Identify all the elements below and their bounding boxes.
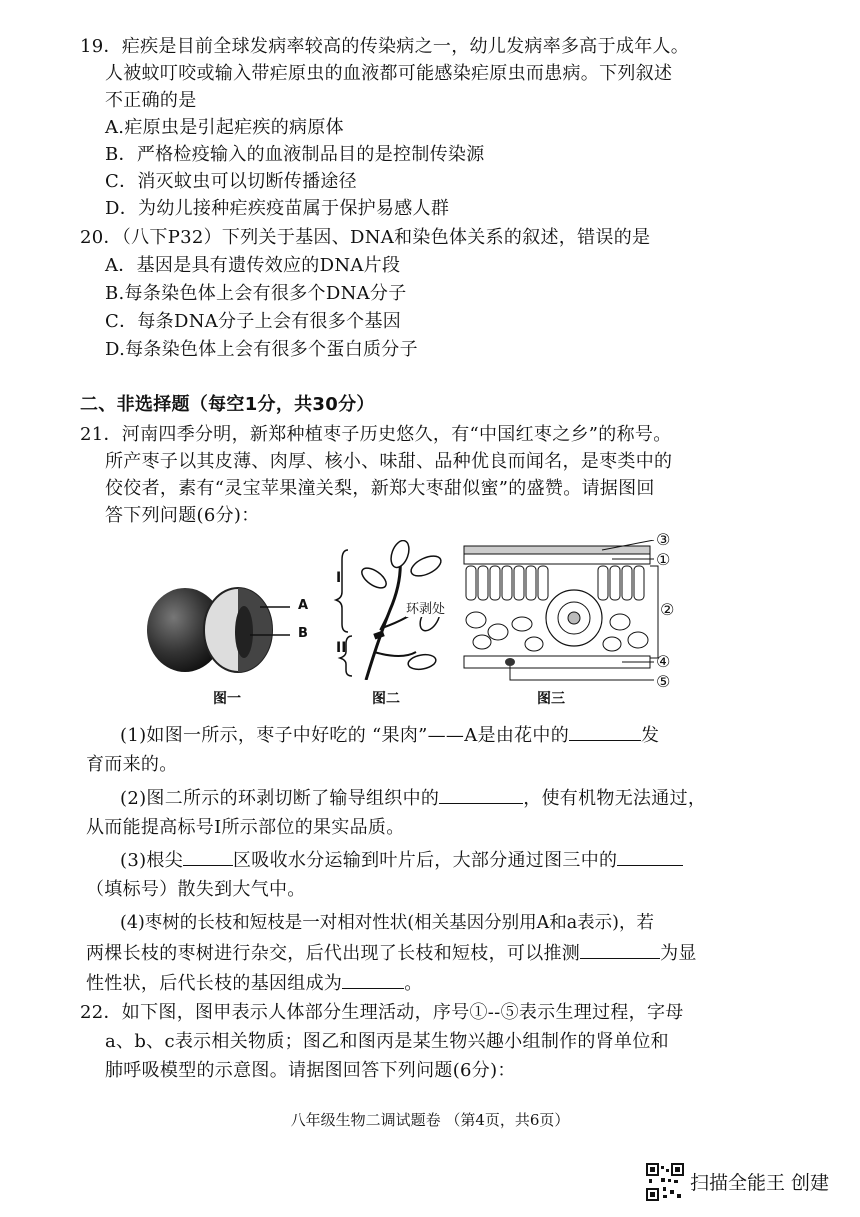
q19-option-a: A.疟原虫是引起疟疾的病原体	[105, 117, 344, 138]
fig1-label-b: B	[298, 626, 308, 641]
fig2-girdling-label: 环剥处	[406, 598, 445, 617]
stoma	[505, 658, 515, 666]
fig3-label-3: ③	[656, 530, 671, 549]
fig3-label-2: ②	[660, 600, 675, 619]
q21-sub1-text: (1)如图一所示，枣子中好吃的 “果肉”——A是由花中的	[120, 725, 570, 746]
leaf	[408, 552, 444, 580]
q21-sub3-cont: （填标号）散失到大气中。	[86, 879, 306, 900]
q21-sub4-text-end: 性性状，后代长枝的基因组成为	[86, 973, 343, 994]
q22-stem-line3: 肺呼吸模型的示意图。请据图回答下列问题(6分)：	[105, 1060, 516, 1081]
qr-code-icon	[646, 1163, 684, 1201]
q21-stem-line3: 佼佼者，素有“灵宝苹果潼关梨，新郑大枣甜似蜜”的盛赞。请据图回	[105, 478, 655, 499]
fig2-label-ii: II	[336, 640, 347, 656]
q21-sub4-text: 两棵长枝的枣树进行杂交，后代出现了长枝和短枝，可以推测	[86, 943, 581, 964]
palisade-layer	[466, 566, 644, 600]
q22-stem-line1: 22．如下图，图甲表示人体部分生理活动，序号①--⑤表示生理过程，字母	[80, 1002, 684, 1023]
leaf	[359, 564, 390, 592]
q21-sub1-text-tail: 发	[641, 725, 660, 746]
q20-option-c: C．每条DNA分子上会有很多个基因	[105, 311, 402, 332]
q21-sub4-period: 。	[404, 973, 423, 994]
q19-option-d: D．为幼儿接种疟疾疫苗属于保护易感人群	[105, 198, 450, 219]
q20-option-b: B.每条染色体上会有很多个DNA分子	[105, 283, 407, 304]
answer-blank-3[interactable]	[183, 847, 233, 866]
q21-stem-line2: 所产枣子以其皮薄、肉厚、核小、味甜、品种优良而闻名，是枣类中的	[105, 451, 673, 472]
q21-stem-line4: 答下列问题(6分)：	[105, 505, 260, 526]
q22-stem-line2: a、b、c表示相关物质；图乙和图丙是某生物兴趣小组制作的肾单位和	[105, 1031, 669, 1052]
section-title: 二、非选择题（每空1分，共30分）	[80, 394, 375, 415]
q21-sub2-text-tail: ，使有机物无法通过，	[523, 788, 707, 809]
q21-sub4-text-tail: 为显	[660, 943, 697, 964]
q21-sub2-cont: 从而能提高标号Ⅰ所示部位的果实品质。	[86, 817, 405, 838]
answer-blank-2[interactable]	[439, 785, 523, 804]
leaf	[407, 653, 437, 672]
answer-blank-1[interactable]	[569, 722, 641, 741]
q21-sub1	[120, 722, 659, 749]
q21-sub3-text-mid: 区吸收水分运输到叶片后，大部分通过图三中的	[233, 850, 618, 871]
side-branch-2	[374, 652, 416, 656]
figure-3-leaf-section	[462, 540, 662, 685]
answer-blank-4[interactable]	[617, 847, 683, 866]
q19-stem-line1: 19．疟疾是目前全球发病率较高的传染病之一，幼儿发病率多高于成年人。	[80, 36, 690, 57]
scanner-brand: 扫描全能王 创建	[690, 1172, 830, 1194]
q21-sub2	[120, 785, 706, 812]
fig2-label-i: I	[336, 570, 342, 586]
q21-sub1-cont: 育而来的。	[86, 754, 178, 775]
bracket-2	[650, 566, 658, 658]
q20-stem: 20．（八下P32）下列关于基因、DNA和染色体关系的叙述，错误的是	[80, 227, 651, 248]
leaf	[388, 540, 413, 570]
vein-core	[568, 612, 580, 624]
girdling-ring	[373, 630, 384, 639]
answer-blank-6[interactable]	[342, 970, 404, 989]
fruit-pit	[235, 606, 253, 658]
q19-option-b: B．严格检疫输入的血液制品目的是控制传染源	[105, 144, 485, 165]
fig3-label-1: ①	[656, 550, 671, 569]
q19-stem-line2: 人被蚊叮咬或输入带疟原虫的血液都可能感染疟原虫而患病。下列叙述	[105, 63, 673, 84]
fig1-label-a: A	[298, 598, 309, 613]
fig3-label-5: ⑤	[656, 672, 671, 691]
q21-sub4-line1: (4)枣树的长枝和短枝是一对相对性状(相关基因分别用A和a表示)，若	[120, 913, 655, 933]
q21-sub4-line2	[86, 940, 697, 967]
bracket-upper	[336, 550, 348, 632]
cuticle	[464, 546, 650, 554]
q19-stem-line3: 不正确的是	[105, 90, 197, 111]
fig2-caption: 图二	[372, 691, 400, 707]
answer-blank-5[interactable]	[580, 940, 660, 959]
fig3-label-4: ④	[656, 652, 671, 671]
q21-sub2-text: (2)图二所示的环剥切断了输导组织中的	[120, 788, 440, 809]
q20-option-a: A．基因是具有遗传效应的DNA片段	[105, 255, 401, 276]
q19-option-c: C．消灭蚊虫可以切断传播途径	[105, 171, 357, 192]
fig1-caption: 图一	[213, 691, 241, 707]
q21-stem-line1: 21．河南四季分明，新郑种植枣子历史悠久，有“中国红枣之乡”的称号。	[80, 424, 672, 445]
q21-sub4-line3	[86, 970, 423, 997]
page-footer: 八年级生物二调试题卷 （第4页，共6页）	[290, 1111, 570, 1129]
q20-option-d: D.每条染色体上会有很多个蛋白质分子	[105, 339, 418, 360]
fig3-caption: 图三	[537, 691, 565, 707]
q21-sub3	[120, 847, 683, 874]
q21-sub3-text: (3)根尖	[120, 850, 183, 871]
